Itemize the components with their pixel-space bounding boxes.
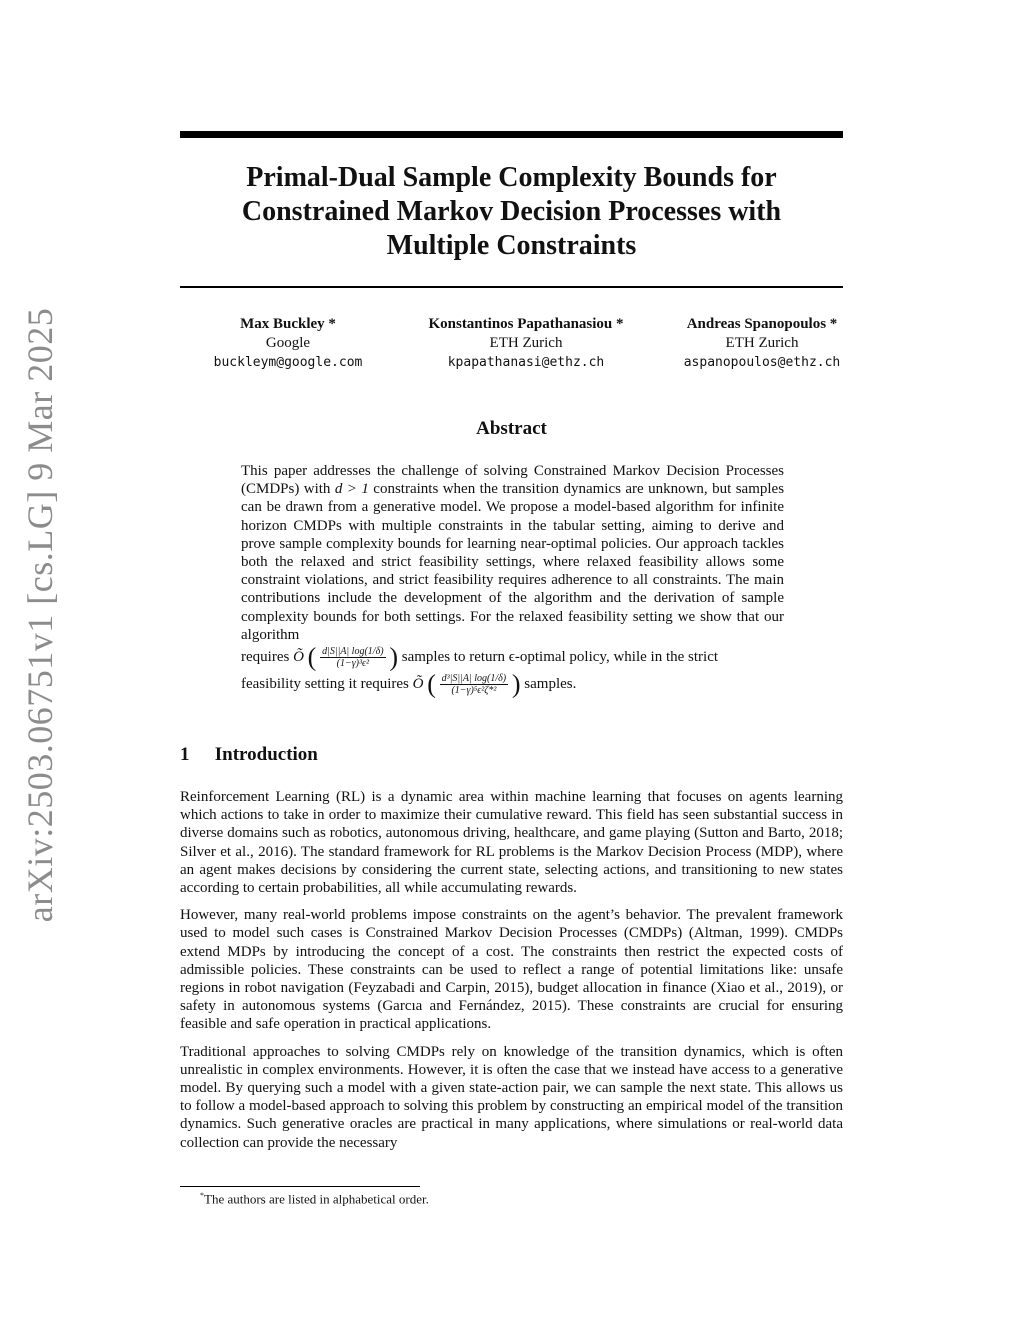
abstract-part: feasibility setting it requires xyxy=(241,675,409,692)
author-name: Konstantinos Papathanasiou * xyxy=(428,316,624,332)
paper-title xyxy=(180,161,843,263)
author-3 xyxy=(664,315,860,372)
big-o-tilde-symbol: Õ xyxy=(412,675,424,692)
introduction-body xyxy=(180,788,843,1161)
section-title: Introduction xyxy=(214,744,318,765)
footnote-text: The authors are listed in alphabetical order. xyxy=(204,1191,429,1207)
abstract-text xyxy=(241,462,784,700)
title-line: Constrained Markov Decision Processes with xyxy=(241,196,782,227)
bound-line-relaxed xyxy=(241,642,784,672)
right-paren: ) xyxy=(511,669,521,699)
author-email[interactable]: kpapathanasi@ethz.ch xyxy=(447,355,605,370)
author-affiliation: ETH Zurich xyxy=(489,335,563,351)
section-heading xyxy=(180,744,318,766)
bound-fraction-relaxed xyxy=(320,646,385,669)
fraction-numerator: d|S||A| log(1/δ) xyxy=(322,646,384,658)
fraction-numerator: d³|S||A| log(1/δ) xyxy=(441,673,507,685)
author-affiliation: Google xyxy=(265,335,311,351)
left-paren: ( xyxy=(427,669,436,699)
footnote xyxy=(200,1191,429,1207)
right-paren: ) xyxy=(389,642,398,672)
big-o-tilde-symbol: Õ xyxy=(293,648,304,665)
arxiv-stamp-text: arXiv:2503.06751v1 [cs.LG] 9 Mar 2025 xyxy=(20,307,60,923)
bound-line-strict xyxy=(241,669,784,699)
footnote-mark: * xyxy=(200,1191,204,1200)
author-affiliation: ETH Zurich xyxy=(725,335,799,351)
author-email[interactable]: aspanopoulos@ethz.ch xyxy=(683,355,841,370)
abstract-part: samples. xyxy=(524,675,577,692)
paragraph: However, many real-world problems impose constraints on the agent’s behavior. The prevalent framework used to model such cases is Constrained Markov Decision Processes (CMDPs) (Altman, 1999). CMDPs extend MDPs by introducing the concept of a cost. The constraints then restrict the expected costs of admissible policies. These constraints can be used to reflect a range of potential limitations like: unsafe regions in robot navigation (Feyzabadi and Carpin, 2015), budget allocation in finance (Xiao et al., 2019), or safety in autonomous systems (Garcıa and Fernández, 2015). These constraints are crucial for ensuring feasible and safe operation in practical applications. xyxy=(180,907,843,1033)
abstract-part: constraints when the transition dynamics are unknown, but samples can be drawn from a generative model. We propose a model-based algorithm for infinite horizon CMDPs with multiple constraints in the tabular setting, aiming to derive and prove sample complexity bounds for learning near-optimal policies. Our approach tackles both the relaxed and strict feasibility settings, where relaxed feasibility allows some constraint violations, and strict feasibility requires adherence to all constraints. The main contributions include the development of the algorithm and the derivation of sample complexity bounds for both settings. For the relaxed feasibility setting we show that our algorithm xyxy=(241,481,785,643)
title-bottom-rule xyxy=(180,286,843,288)
title-top-rule xyxy=(180,131,843,138)
left-paren: ( xyxy=(307,642,317,672)
paragraph: Reinforcement Learning (RL) is a dynamic area within machine learning that focuses on agents learning which actions to take in order to maximize their cumulative reward. This field has seen substantial success in diverse domains such as robotics, autonomous driving, healthcare, and game playing (Sutton and Barto, 2018; Silver et al., 2016). The standard framework for RL problems is the Markov Decision Process (MDP), where an agent makes decisions by considering the current state, selecting actions, and transitioning to new states according to certain probabilities, all while accumulating rewards. xyxy=(180,789,843,897)
fraction-denominator: (1−γ)³ϵ² xyxy=(336,658,369,670)
section-number: 1 xyxy=(180,744,190,765)
author-name: Andreas Spanopoulos * xyxy=(686,316,838,332)
abstract-heading: Abstract xyxy=(476,418,547,439)
paragraph: Traditional approaches to solving CMDPs rely on knowledge of the transition dynamics, which is often unrealistic in complex environments. However, it is often the case that we instead have access to a generative model. By querying such a model with a given state-action pair, we can sample the next state. This allows us to follow a model-based approach to solving this problem by constructing an empirical model of the transition dynamics. Such generative oracles are practical in many applications, where simulations or real-world data collection can provide the necessary xyxy=(180,1043,843,1151)
math-inline: d > 1 xyxy=(334,481,369,498)
fraction-denominator: (1−γ)⁵ϵ²ζ*² xyxy=(451,685,497,697)
abstract-part: samples to return ϵ-optimal policy, while in the strict xyxy=(401,648,719,665)
arxiv-stamp xyxy=(6,307,74,923)
bound-fraction-strict xyxy=(440,673,508,696)
title-line: Primal-Dual Sample Complexity Bounds for xyxy=(246,162,777,193)
author-email[interactable]: buckleym@google.com xyxy=(213,355,363,370)
abstract-part: This paper addresses the challenge of solving Constrained Markov Decision Processes (CMDPs) with xyxy=(241,463,784,498)
title-line: Multiple Constraints xyxy=(386,230,637,261)
abstract-part: requires xyxy=(241,648,290,665)
footnote-rule xyxy=(180,1186,420,1187)
author-2 xyxy=(406,315,646,372)
author-name: Max Buckley * xyxy=(240,316,336,332)
author-1 xyxy=(180,315,396,372)
